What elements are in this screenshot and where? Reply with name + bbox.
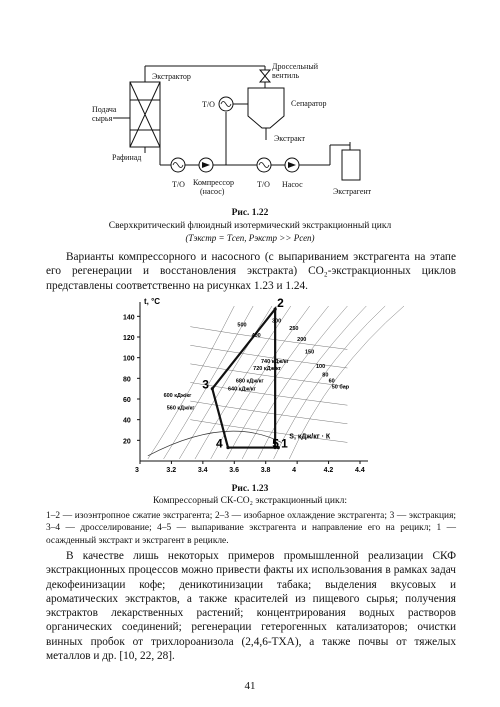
isoline-annotation: 560 кДж/кг	[166, 405, 195, 412]
throttle-valve-icon	[260, 70, 270, 82]
heat-exchanger-icon	[219, 97, 233, 111]
label-pump: Насос	[282, 180, 303, 189]
isoline-annotation: 680 кДж/кг	[235, 378, 264, 385]
figure-formula: (Tэкстр = Tсеп, Pэкстр >> Pсеп)	[185, 233, 315, 243]
cycle-point-label: 1	[281, 436, 288, 451]
label-throttle-1: Дроссельный	[272, 62, 318, 71]
isoline-annotation: 300	[272, 318, 282, 325]
flow-diagram	[0, 0, 500, 215]
label-to-top: Т/О	[202, 100, 215, 109]
label-to-mid: Т/О	[257, 180, 270, 189]
figure-number: Рис. 1.23	[231, 484, 269, 494]
isoline-annotation: 150	[305, 349, 315, 356]
paragraph-1	[46, 250, 456, 293]
y-axis-label: t, °C	[144, 297, 161, 306]
isoline-annotation: 740 кДж/кг	[261, 358, 289, 365]
cycle-point-label: 5	[272, 436, 279, 451]
x-tick-label: 4.4	[355, 467, 365, 474]
figure-legend	[46, 510, 456, 547]
cycle-point	[211, 387, 214, 390]
y-tick-label: 100	[123, 355, 135, 363]
label-separator: Сепаратор	[291, 99, 327, 108]
legend-text: 1–2 — изоэнтропное сжатие экстрагента; 2–3 — изобарное охлаждение экстрагента; 3 — экстракция; 3–4 — дросселирование; 4–5 — выпаривание экстрагента и направление его на рецикл; 1 — осажденный экстракт и экстрагент в рецикле.	[46, 511, 456, 546]
label-feed-2: сырья	[92, 114, 113, 123]
paragraph-text: Варианты компрессорного и насосного (с выпариванием экстрагента на этапе его регенерации и восстановления экстракта) CO₂-экстракционных циклов представлены соответственно на рисунках 1.23 и 1.24.	[46, 251, 456, 292]
x-tick-label: 3.6	[229, 467, 240, 474]
label-extract: Экстракт	[274, 134, 305, 143]
isoline-annotation: 400	[251, 333, 261, 339]
isoline-annotation: 50 бар	[331, 384, 350, 391]
x-tick-label: 4.2	[323, 467, 334, 474]
isoline-annotation: 60	[328, 378, 335, 385]
x-tick-label: 3	[135, 467, 139, 474]
compressor-icon	[199, 158, 213, 172]
label-extractor: Экстрактор	[152, 72, 191, 81]
label-extragent: Экстрагент	[333, 187, 372, 196]
page-number: 41	[244, 680, 256, 692]
label-compressor-2: (насос)	[200, 187, 225, 196]
cycle-point	[226, 446, 229, 449]
isoline-annotation: 250	[289, 325, 299, 332]
pump-icon	[285, 158, 299, 172]
cycle-point-label: 4	[216, 436, 223, 451]
y-tick-label: 80	[123, 376, 131, 384]
y-tick-label: 60	[123, 397, 131, 404]
paragraph-text: В качестве лишь некоторых примеров промышленной реализации СКФ экстракционных процессов можно привести факты их использования в рамках задач декофеинизации кофе; деникотинизации табака; выделения вкусовых и ароматических экстрактов, а также красителей из пищевого сырья; получения экстрактов лекарственных растений; концентрирования водных растворов органических соединений; регенерации гетерогенных катализаторов; очистки винных пробок от трихлороанизола (2,4,6-ТХА), а также почвы от тяжелых металлов и др. [10, 22, 28].	[46, 550, 456, 663]
isoline-annotation: 600 кДж/кг	[163, 392, 192, 399]
isoline-annotation: 80	[322, 372, 329, 379]
label-to-left: Т/О	[172, 180, 185, 189]
label-compressor-1: Компрессор	[193, 178, 234, 187]
figure-caption: Сверхкритический флюидный изотермический экстракционный цикл	[108, 221, 392, 231]
y-tick-label: 20	[123, 438, 131, 446]
y-tick-label: 120	[123, 335, 135, 342]
enthalpy-curve	[190, 401, 347, 424]
separator-vessel	[248, 88, 284, 128]
figure-number: Рис. 1.22	[231, 208, 269, 218]
heat-exchanger-icon	[257, 158, 271, 172]
enthalpy-curve	[190, 327, 347, 350]
isoline-annotation: 720 кДж/кг	[253, 366, 282, 373]
isoline-annotation: 100	[316, 364, 326, 370]
y-tick-label: 140	[123, 314, 135, 322]
label-feed-1: Подача	[92, 105, 117, 114]
isoline-annotation: 200	[297, 337, 307, 344]
x-tick-label: 3.4	[197, 467, 208, 474]
isoline-annotation: 500	[237, 322, 247, 329]
x-tick-label: 4	[292, 467, 297, 474]
x-axis-label: S, кДж/кг · К	[289, 433, 331, 441]
extragent-tank	[342, 150, 360, 180]
label-throttle-2: вентиль	[272, 71, 299, 80]
isoline-annotation: 640 кДж/кг	[228, 386, 256, 393]
label-raffinate: Рафинад	[112, 153, 142, 162]
ts-chart	[0, 296, 500, 481]
cycle-point-label: 2	[277, 296, 284, 311]
paragraph-2	[46, 549, 456, 663]
heat-exchanger-icon	[171, 158, 185, 172]
cycle-point-label: 3	[202, 377, 209, 392]
x-tick-label: 3.8	[260, 467, 271, 474]
figure-caption: Компрессорный СК-CO₂ экстракционный цикл:	[153, 496, 347, 506]
y-tick-label: 40	[123, 417, 131, 425]
x-tick-label: 3.2	[166, 467, 177, 474]
